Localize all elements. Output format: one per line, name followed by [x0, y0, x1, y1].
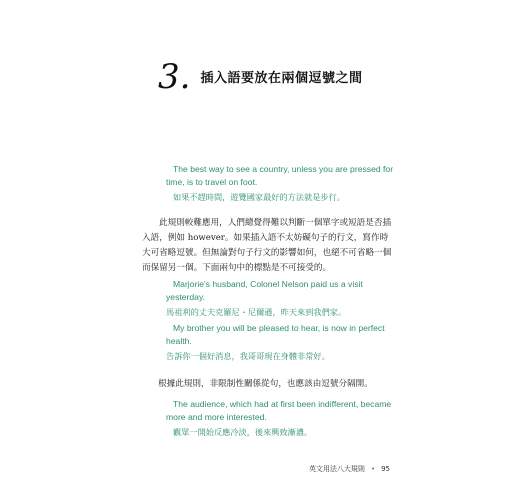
example-english: My brother you will be pleased to hear, is now in perfect health.	[166, 323, 385, 346]
example-block	[166, 398, 398, 438]
example-english: The audience, which had at first been indifferent, became more and more interested.	[166, 399, 392, 422]
example-english: Marjorie's husband, Colonel Nelson paid us a visit yesterday.	[166, 279, 363, 302]
example-block	[166, 278, 394, 318]
example-chinese: 觀眾一開始反應冷淡，後來興致漸濃。	[173, 427, 313, 437]
page-footer	[309, 464, 390, 474]
example-english: The best way to see a country, unless you are pressed for time, is to travel on foot.	[166, 164, 394, 187]
chapter-title: 插入語要放在兩個逗號之間	[200, 71, 363, 86]
example-chinese: 馬祖利的丈夫克羅尼・尼爾遜，昨天來到我們家。	[166, 307, 347, 317]
footer-separator: •	[370, 465, 376, 473]
example-block	[166, 163, 398, 203]
page-number: 95	[381, 465, 390, 473]
running-book-title: 英文用法八大規則	[308, 465, 365, 473]
body-paragraph: 此規則較難應用，人們總覺得難以判斷一個單字或短語是否插入語，例如 however。如果插入語不太妨礙句子的行文，寫作時大可省略逗號。但無論對句子行文的影響如何，也絕不可省略一個而保留另一個。下面兩句中的標點是不可接受的。	[142, 218, 392, 273]
example-chinese: 告訴你一個好消息，我哥哥現在身體非常好。	[166, 351, 330, 361]
chapter-heading	[158, 57, 363, 97]
chapter-number: 3.	[158, 57, 191, 97]
body-paragraph: 根據此規則，非限制性關係從句，也應該由逗號分隔開。	[158, 379, 373, 389]
example-chinese: 如果不趕時間，遊覽國家最好的方法就是步行。	[173, 192, 345, 202]
example-block	[166, 322, 394, 362]
